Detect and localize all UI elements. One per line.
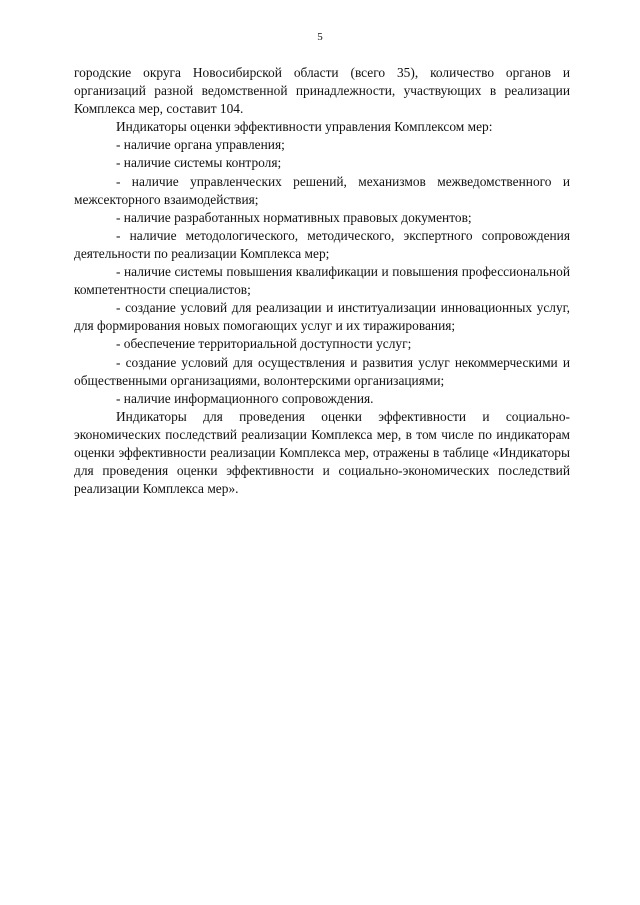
paragraph-indicators-table-reference: Индикаторы для проведения оценки эффективности и социально-экономических последствий реализации Комплекса мер, в том числе по индикаторам оценки эффективности реализации Комплекса мер, отражены в таблице «Индикаторы для проведения оценки эффективности и социально-экономических последствий реализации Комплекса мер». — [74, 408, 570, 497]
paragraph-management-indicators-heading: Индикаторы оценки эффективности управления Комплексом мер: — [116, 119, 493, 135]
list-item-information-support: - наличие информационного сопровождения. — [116, 390, 374, 406]
list-item-control-system: - наличие системы контроля; — [116, 155, 282, 171]
list-item-methodological-support: - наличие методологического, методического, экспертного сопровождения деятельности по реализации Комплекса мер; — [74, 227, 570, 261]
page-number: 5 — [317, 31, 323, 43]
list-item-innovative-services: - создание условий для реализации и институализации инновационных услуг, для формирования новых помогающих услуг и их тиражирования; — [74, 300, 570, 334]
document-body — [74, 64, 570, 498]
list-item-territorial-accessibility: - обеспечение территориальной доступности услуг; — [116, 336, 412, 352]
list-item-management-body: - наличие органа управления; — [116, 137, 285, 153]
list-item-qualification-system: - наличие системы повышения квалификации и повышения профессиональной компетентности специалистов; — [74, 264, 570, 298]
list-item-nonprofit-services: - создание условий для осуществления и развития услуг некоммерческими и общественными организациями, волонтерскими организациями; — [74, 354, 570, 388]
paragraph-continuation: городские округа Новосибирской области (всего 35), количество органов и организаций разной ведомственной принадлежности, участвующих в реализации Комплекса мер, составит 104. — [74, 65, 570, 117]
list-item-regulatory-documents: - наличие разработанных нормативных правовых документов; — [116, 209, 472, 225]
list-item-management-decisions: - наличие управленческих решений, механизмов межведомственного и межсекторного взаимодействия; — [74, 173, 570, 207]
